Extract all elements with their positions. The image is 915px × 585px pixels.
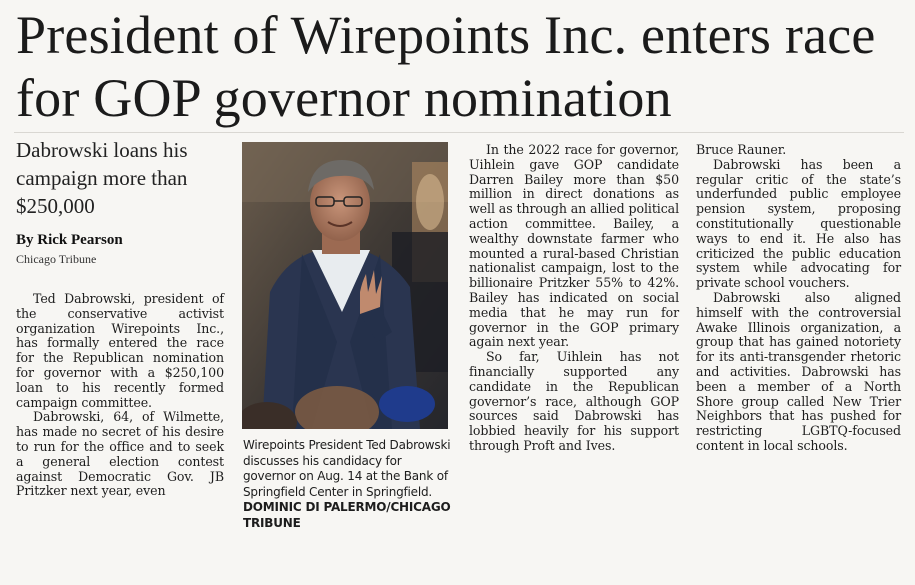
photo-caption xyxy=(243,438,455,532)
paragraph: In the 2022 race for governor, Uihlein gave GOP candidate Darren Bailey more than $50 million in direct donations as well as through an allied political action committee. Bailey, a wealthy downstate farmer who mounted a rural-based Christian nationalist campaign, lost to the billionaire Pritzker 55% to 42%. Bailey has indicated on social media that he may run for governor in the GOP primary again next year. xyxy=(469,142,679,350)
paragraph: So far, Uihlein has not financially supported any candidate in the Republican governor’s race, although GOP sources said Dabrowski has lobbied heavily for his support through Proft and Ives. xyxy=(469,349,679,453)
article-photo xyxy=(242,142,448,429)
paragraph: Dabrowski, 64, of Wilmette, has made no secret of his desire to run for the office and to seek a general election contest against Democratic Gov. JB Pritzker next year, even xyxy=(16,409,224,499)
byline: By Rick Pearson xyxy=(16,232,123,248)
paragraph: Dabrowski has been a regular critic of the state’s underfunded public employee pension system, proposing constitutionally questionable ways to end it. He also has criticized the public education system while advocating for private school vouchers. xyxy=(696,156,901,291)
article-column-1 xyxy=(16,292,224,499)
photo-illustration xyxy=(242,142,448,429)
paragraph-continuation: Bruce Rauner. xyxy=(696,142,787,157)
deck: Dabrowski loans his campaign more than $250,000 xyxy=(16,138,188,218)
headline: President of Wirepoints Inc. enters race for GOP governor nomination xyxy=(16,5,876,128)
byline-source: Chicago Tribune xyxy=(16,252,97,266)
photo-credit: DOMINIC DI PALERMO/CHICAGO TRIBUNE xyxy=(243,500,451,530)
article-column-4 xyxy=(696,143,901,454)
divider xyxy=(14,132,904,133)
paragraph: Ted Dabrowski, president of the conservative activist organization Wirepoints Inc., has formally entered the race for the Republican nomination for governor with a $250,100 loan to his recently formed campaign committee. xyxy=(16,291,224,410)
caption-text: Wirepoints President Ted Dabrowski discusses his candidacy for governor on Aug. 14 at the Bank of Springfield Center in Springfield. xyxy=(243,438,451,499)
article-column-3 xyxy=(469,143,679,454)
paragraph: Dabrowski also aligned himself with the controversial Awake Illinois organization, a group that has gained notoriety for its anti-transgender rhetoric and activities. Dabrowski has been a member of a North Shore group called New Trier Neighbors that has pushed for restricting LGBTQ-focused content in local schools. xyxy=(696,289,901,453)
